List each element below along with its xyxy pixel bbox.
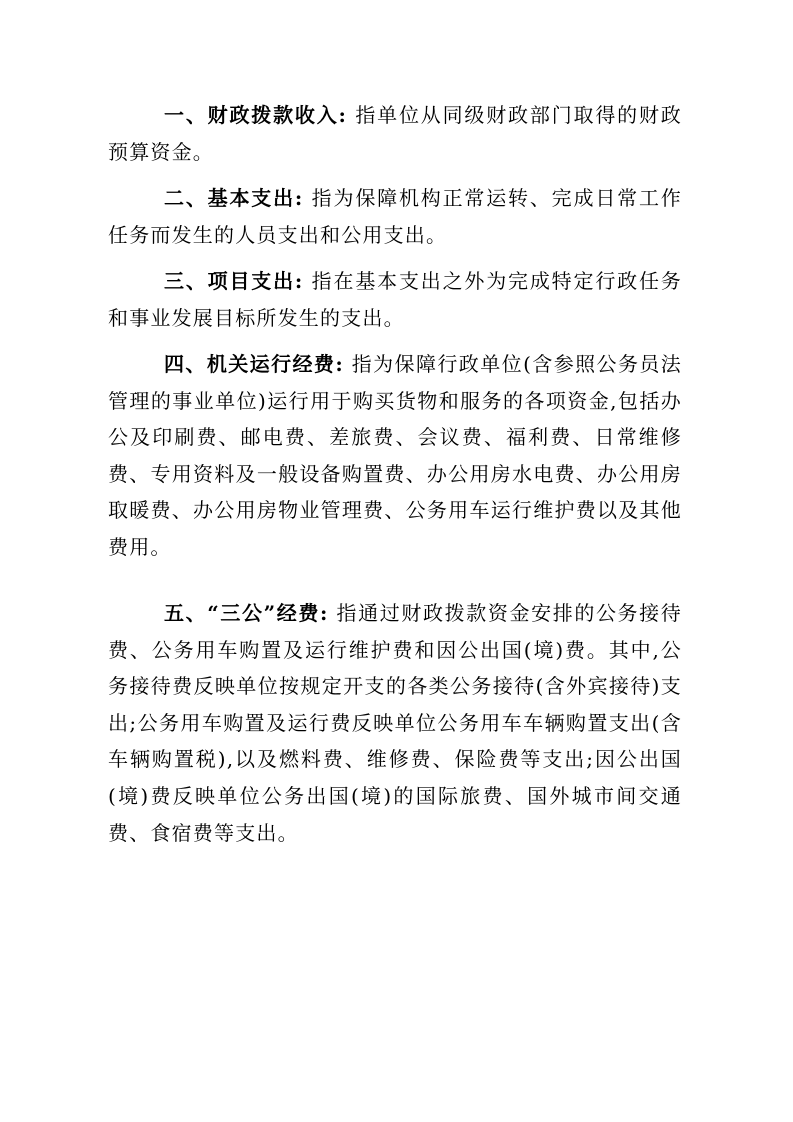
term-definition: 指为保障行政单位(含参照公务员法管理的事业单位)运行用于购买货物和服务的各项资金,包括办公及印刷费、邮电费、差旅费、会议费、福利费、日常维修费、专用资料及一般设备购置费、办公用房水电费、办公用房取暖费、办公用房物业管理费、公务用车运行维护费以及其他费用。 (108, 352, 682, 559)
term-heading: 一、财政拨款收入: (164, 103, 348, 127)
term-heading: 四、机关运行经费: (164, 352, 344, 376)
term-heading: 二、基本支出: (164, 186, 304, 210)
term-definition: 指在基本支出之外为完成特定行政任务和事业发展目标所发生的支出。 (108, 269, 682, 330)
term-definition: 指单位从同级财政部门取得的财政预算资金。 (108, 103, 682, 164)
term-heading: 三、项目支出: (164, 269, 304, 293)
paragraph-agency-operating-expenses (108, 346, 682, 566)
paragraph-basic-expenditure (108, 180, 682, 253)
term-definition: 指为保障机构正常运转、完成日常工作任务而发生的人员支出和公用支出。 (108, 186, 682, 247)
term-heading: 五、“三公”经费: (164, 601, 329, 625)
paragraph-fiscal-appropriation-income (108, 97, 682, 170)
paragraph-project-expenditure (108, 263, 682, 336)
term-definition: 指通过财政拨款资金安排的公务接待费、公务用车购置及运行维护费和因公出国(境)费。其中,公务接待费反映单位按规定开支的各类公务接待(含外宾接待)支出;公务用车购置及运行费反映单位公务用车车辆购置支出(含车辆购置税),以及燃料费、维修费、保险费等支出;因公出国(境)费反映单位公务出国(境)的国际旅费、国外城市间交通费、食宿费等支出。 (108, 601, 682, 845)
paragraph-three-public-expenses (108, 595, 682, 851)
